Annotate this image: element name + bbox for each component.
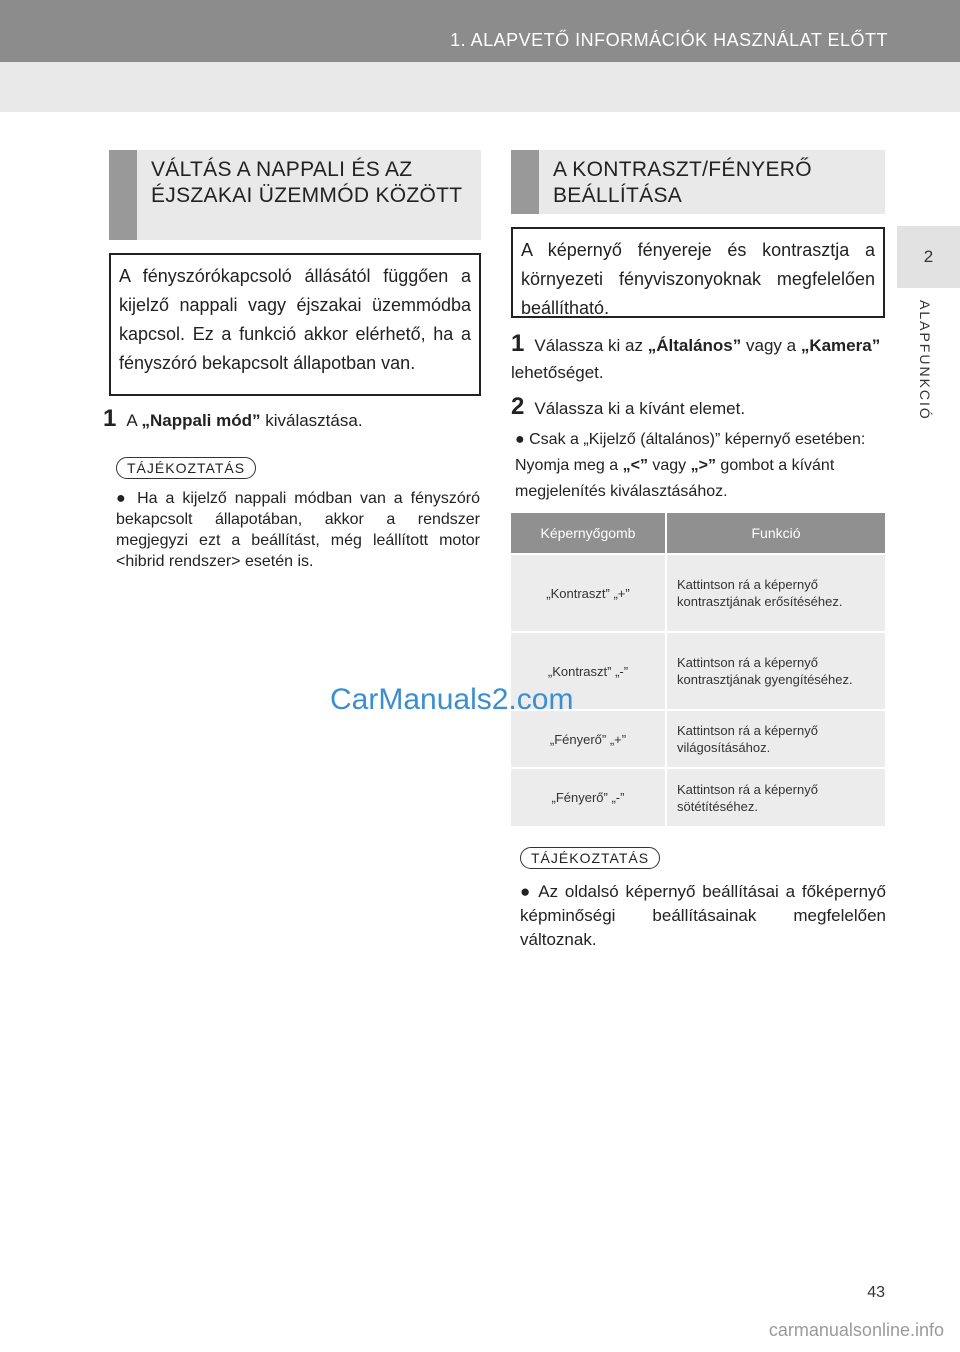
step-text-pre: A [126,411,142,430]
step-number: 2 [511,393,525,420]
table-row [511,768,885,826]
table-cell-key: „Kontraszt” „+” [511,554,666,632]
info-note-text: Az oldalsó képernyő beállításai a főképernyő képminőségi beállításainak megfelelően változnak. [520,882,886,949]
step-text-post: kiválasztása. [260,411,363,430]
step-option-day-mode: „Nappali mód” [141,411,261,430]
step-1-select-general [511,330,887,386]
section-heading-text: A KONTRASZT/FÉNYERŐ BEÁLLÍTÁSA [553,158,812,207]
step-number: 1 [511,330,525,357]
intro-box-day-night: A fényszórókapcsoló állásától függően a kijelző nappali vagy éjszakai üzemmódba kapcsol. Ez a funkció akkor elérhető, ha a fényszóró bekapcsolt állapotban van. [109,253,481,396]
table-row [511,554,885,632]
heading-accent-bar [511,150,539,214]
bullet-text-pre: Csak a „Kijelző (általános)” képernyő esetében: Nyomja meg a [515,431,866,474]
bullet-dot-icon: ● [515,431,525,448]
info-note-left [116,488,480,572]
bullet-button-prev: „<” [622,457,648,474]
step-1-day-mode [103,405,483,434]
header-bar [0,0,960,62]
info-label-right: TÁJÉKOZTATÁS [520,847,660,869]
bullet-text-mid: vagy [647,457,691,474]
table-cell-value: Kattintson rá a képernyő világosításához. [666,710,885,768]
section-heading-contrast [511,150,885,214]
step-number: 1 [103,405,117,432]
table-cell-value: Kattintson rá a képernyő kontrasztjának erősítéséhez. [666,554,885,632]
info-label-left: TÁJÉKOZTATÁS [116,457,256,479]
intro-box-contrast: A képernyő fényereje és kontrasztja a környezeti fényviszonyoknak megfelelően beállítható. [511,227,885,318]
info-note-right [520,880,886,952]
table-cell-value: Kattintson rá a képernyő sötétítéséhez. [666,768,885,826]
table-row [511,710,885,768]
heading-accent-bar [109,150,137,240]
chapter-title: 1. ALAPVETŐ INFORMÁCIÓK HASZNÁLAT ELŐTT [450,30,888,50]
table-header-function: Funkció [666,513,885,554]
table-header-row [511,513,885,554]
info-note-text: Ha a kijelző nappali módban van a fényszóró bekapcsolt állapotában, akkor a rendszer megjegyzi ezt a beállítást, még leállított motor <hibrid rendszer> esetén is. [116,490,481,570]
bullet-text-post: gombot a kívánt megjelenítés kiválasztásához. [515,457,835,500]
table-cell-value: Kattintson rá a képernyő kontrasztjának gyengítéséhez. [666,632,885,710]
table-cell-key: „Fényerő” „+” [511,710,666,768]
section-heading-text: VÁLTÁS A NAPPALI ÉS AZ ÉJSZAKAI ÜZEMMÓD KÖZÖTT [151,158,463,207]
step-option-camera: „Kamera” [800,336,881,355]
bullet-display-general [515,427,885,505]
header-strip [0,62,960,112]
bullet-dot-icon: ● [116,490,130,507]
step-2-select-item [511,393,887,422]
step-option-general: „Általános” [647,336,742,355]
chapter-tab: 2 [897,226,960,288]
watermark: CarManuals2.com [330,683,574,716]
bullet-dot-icon: ● [520,882,533,901]
bullet-button-next: „>” [690,457,716,474]
step-text: Válassza ki a kívánt elemet. [534,399,746,418]
table-cell-key: „Kontraszt” „-” [511,632,666,710]
table-cell-key: „Fényerő” „-” [511,768,666,826]
table-header-button: Képernyőgomb [511,513,666,554]
step-text-mid: vagy a [741,336,801,355]
step-text-pre: Válassza ki az [534,336,648,355]
footer-watermark: carmanualsonline.info [768,1320,944,1340]
chapter-side-label: ALAPFUNKCIÓ [917,300,933,421]
section-heading-day-night [109,150,481,240]
step-text-post: lehetőséget. [511,363,604,382]
page-number: 43 [867,1284,885,1301]
function-table [511,513,885,826]
